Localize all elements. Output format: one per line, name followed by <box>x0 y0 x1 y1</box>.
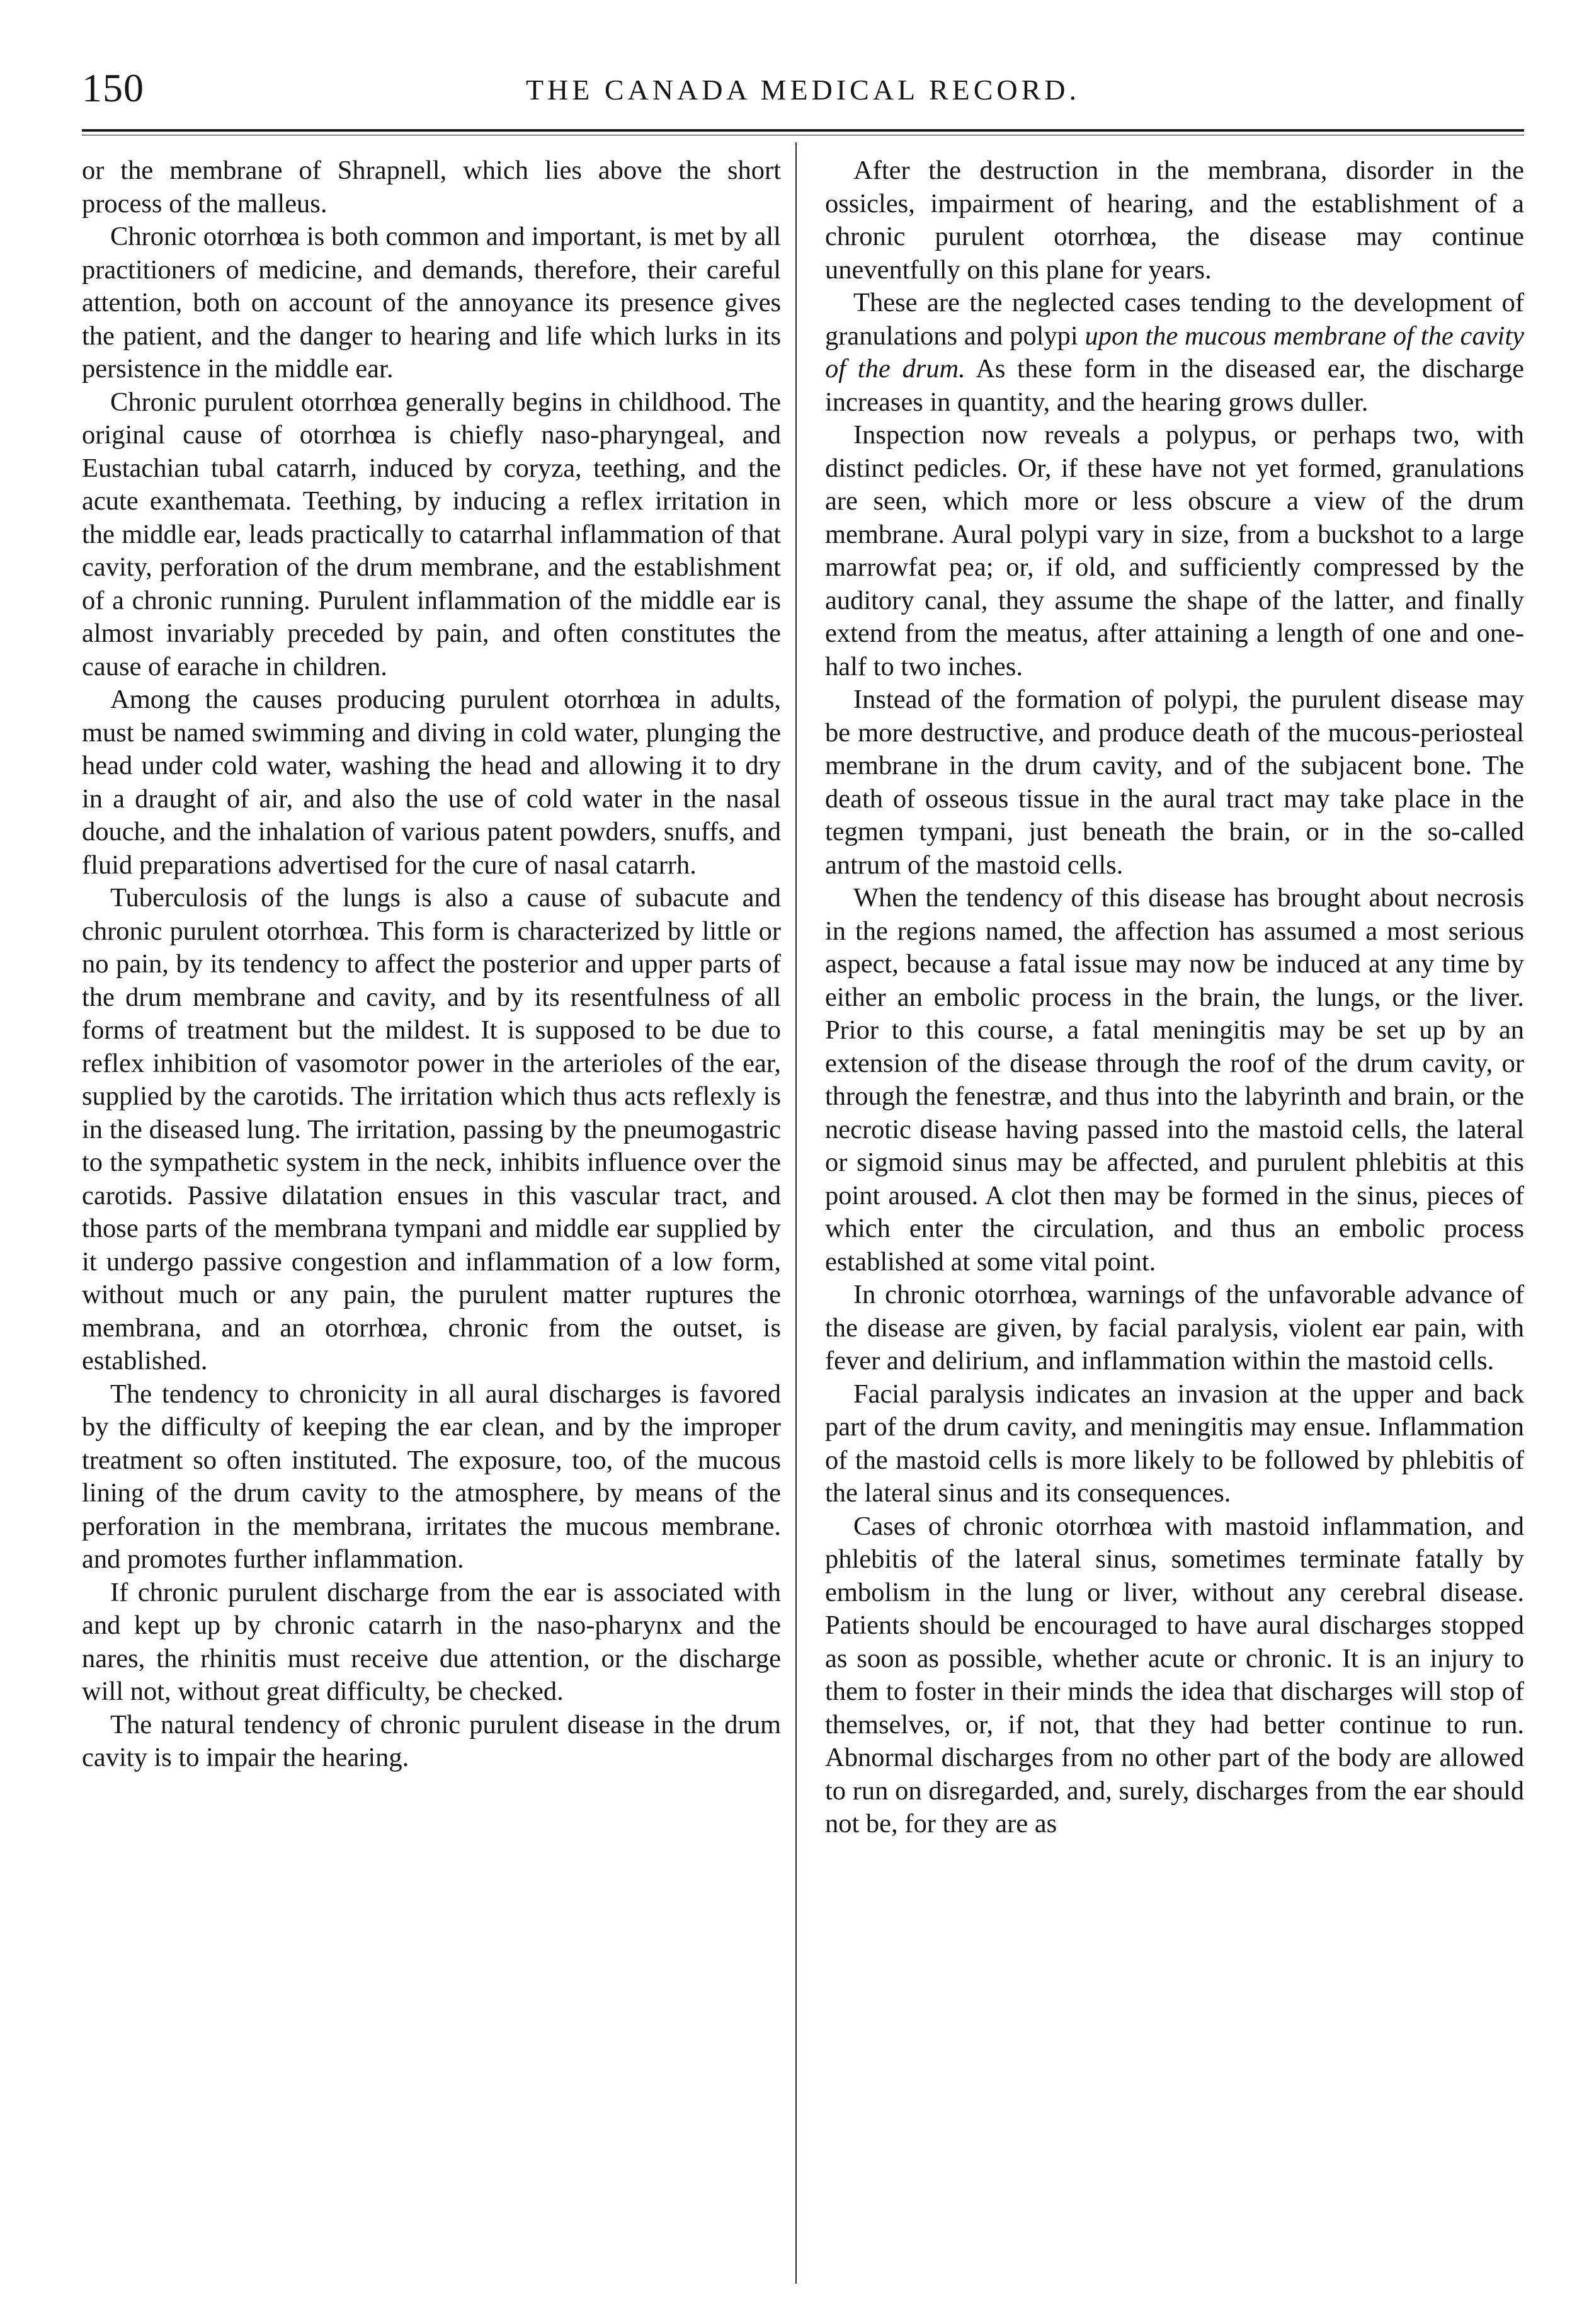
paragraph: Facial paralysis indicates an invasion at the upper and back part of the drum cavity, and meningitis may ensue. Inflammation of the mastoid cells is more likely to be followed by phlebitis of the lateral sinus and its consequences. <box>825 1379 1524 1508</box>
paragraph: Tuberculosis of the lungs is also a cause of subacute and chronic purulent otorrhœa. This form is characterized by little or no pain, by its tendency to affect the posterior and upper parts of the drum membrane and cavity, and by its resentfulness of all forms of treatment but the mildest. It is supposed to be due to reflex inhibition of vasomotor power in the arterioles of the ear, supplied by the carotids. The irritation which thus acts reflexly is in the diseased lung. The irritation, passing by the pneumogastric to the sympathetic system in the neck, inhibits influence over the carotids. Passive dilatation ensues in this vascular tract, and those parts of the membrana tympani and middle ear supplied by it undergo passive congestion and inflammation of a low form, without much or any pain, the purulent matter ruptures the membrana, and an otorrhœa, chronic from the outset, is established. <box>82 883 781 1376</box>
left-column <box>82 154 781 1775</box>
page-number: 150 <box>82 66 144 110</box>
paragraph: If chronic purulent discharge from the ear is associated with and kept up by chronic catarrh in the naso-pharynx and the nares, the rhinitis must receive due attention, or the discharge will not, without great difficulty, be checked. <box>82 1577 781 1706</box>
paragraph: In chronic otorrhœa, warnings of the unfavorable advance of the disease are given, by facial paralysis, violent ear pain, with fever and delirium, and inflammation within the mastoid cells. <box>825 1280 1524 1376</box>
paragraph-text: As these form in the diseased ear, the discharge increases in quantity, and the hearing grows duller. <box>825 354 1524 417</box>
paragraph: Chronic otorrhœa is both common and important, is met by all practitioners of medicine, and demands, therefore, their careful attention, both on account of the annoyance its presence gives the patient, and the danger to hearing and life which lurks in its persistence in the middle ear. <box>82 222 781 384</box>
paragraph: The natural tendency of chronic purulent disease in the drum cavity is to impair the hearing. <box>82 1709 781 1772</box>
paragraph: Cases of chronic otorrhœa with mastoid inflammation, and phlebitis of the lateral sinus, sometimes terminate fatally by embolism in the lung or liver, without any cerebral disease. Patients should be encouraged to have aural discharges stopped as soon as possible, whether acute or chronic. It is an injury to them to foster in their minds the idea that discharges will stop of themselves, or, if not, that they had better continue to run. Abnormal discharges from no other part of the body are allowed to run on disregarded, and, surely, discharges from the ear should not be, for they are as <box>825 1511 1524 1838</box>
right-column <box>825 154 1524 1841</box>
page-header <box>82 63 1524 113</box>
paragraph: After the destruction in the membrana, disorder in the ossicles, impairment of hearing, and the establishment of a chronic purulent otorrhœa, the disease may continue uneventfully on this plane for years. <box>825 156 1524 285</box>
paragraph-with-italic <box>825 287 1524 419</box>
paragraph: or the membrane of Shrapnell, which lies above the short process of the malleus. <box>82 156 781 219</box>
paragraph: When the tendency of this disease has brought about necrosis in the regions named, the affection has assumed a most serious aspect, because a fatal issue may now be induced at any time by either an embolic process in the brain, the lungs, or the liver. Prior to this course, a fatal meningitis may be set up by an extension of the disease through the roof of the drum cavity, or through the fenestræ, and thus into the labyrinth and brain, or the necrotic disease having passed into the mastoid cells, the lateral or sigmoid sinus may be affected, and purulent phlebitis at this point aroused. A clot then may be formed in the sinus, pieces of which enter the circulation, and thus an embolic process established at some vital point. <box>825 883 1524 1277</box>
italic-phrase: upon the mucous membrane of the cavity of the drum. <box>825 321 1524 384</box>
paragraph: Instead of the formation of polypi, the purulent disease may be more destructive, and produce death of the mucous-periosteal membrane in the drum cavity, and of the subjacent bone. The death of osseous tissue in the aural tract may take place in the tegmen tympani, just beneath the brain, or in the so-called antrum of the mastoid cells. <box>825 685 1524 880</box>
column-divider <box>795 142 797 2284</box>
paragraph: The tendency to chronicity in all aural discharges is favored by the difficulty of keeping the ear clean, and by the improper treatment so often instituted. The exposure, too, of the mucous lining of the drum cavity to the atmosphere, by means of the perforation in the membrana, irritates the mucous membrane. and promotes further inflammation. <box>82 1379 781 1574</box>
paragraph-text: These are the neglected cases tending to the development of granulations and polypi <box>825 288 1524 351</box>
paragraph: Among the causes producing purulent otorrhœa in adults, must be named swimming and diving in cold water, plunging the head under cold water, washing the head and allowing it to dry in a draught of air, and also the use of cold water in the nasal douche, and the inhalation of various patent powders, snuffs, and fluid preparations advertised for the cure of nasal catarrh. <box>82 685 781 880</box>
paragraph: Chronic purulent otorrhœa generally begins in childhood. The original cause of otorrhœa is chiefly naso-pharyngeal, and Eustachian tubal catarrh, induced by coryza, teething, and the acute exanthemata. Teething, by inducing a reflex irritation in the middle ear, leads practically to catarrhal inflammation of that cavity, perforation of the drum membrane, and the establishment of a chronic running. Purulent inflammation of the middle ear is almost invariably preceded by pain, and often constitutes the cause of earache in children. <box>82 387 781 681</box>
header-rule <box>82 129 1524 132</box>
running-title: THE CANADA MEDICAL RECORD. <box>525 74 1081 106</box>
paragraph: Inspection now reveals a polypus, or perhaps two, with distinct pedicles. Or, if these have not yet formed, granulations are seen, which more or less obscure a view of the drum membrane. Aural polypi vary in size, from a buckshot to a large marrowfat pea; or, if old, and sufficiently compressed by the auditory canal, they assume the shape of the latter, and finally extend from the meatus, after attaining a length of one and one-half to two inches. <box>825 420 1524 681</box>
